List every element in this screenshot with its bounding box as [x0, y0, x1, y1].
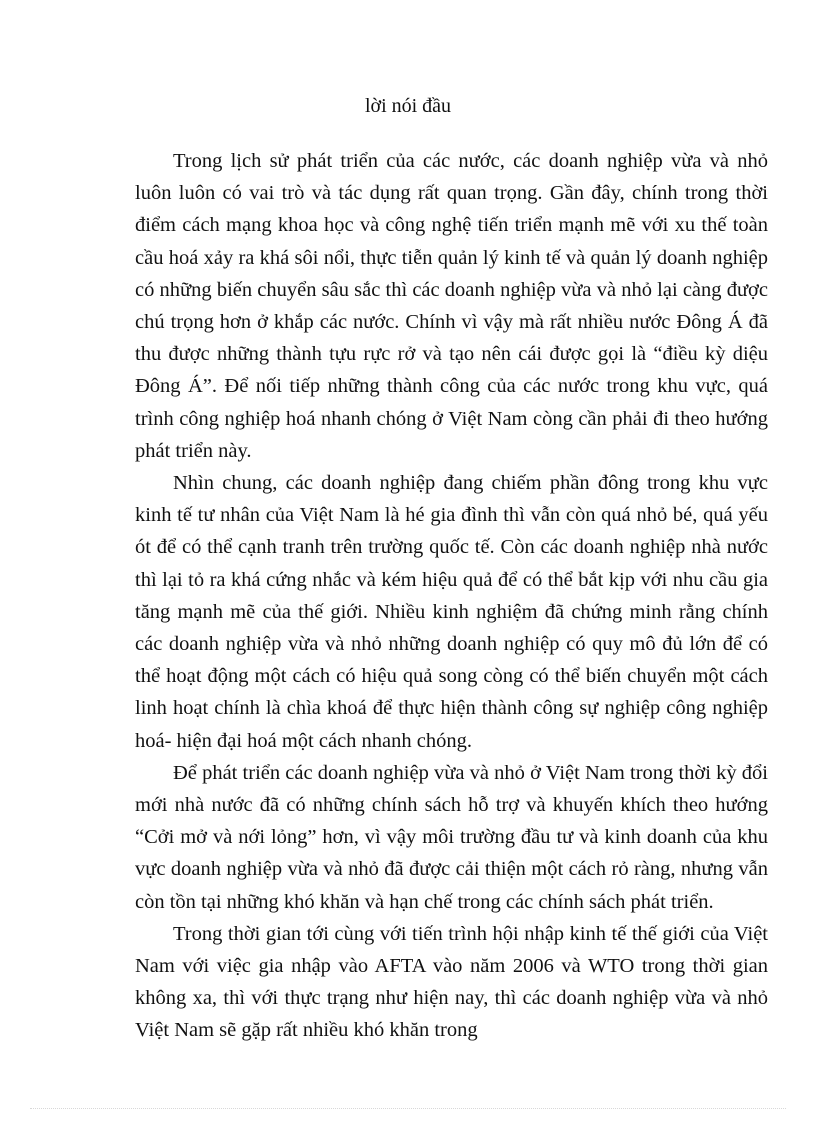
- document-body: [135, 145, 768, 1047]
- paragraph-1: Trong lịch sử phát triển của các nước, các doanh nghiệp vừa và nhỏ luôn luôn có vai trò và tác dụng rất quan trọng. Gần đây, chính trong thời điểm cách mạng khoa học và công nghệ tiến triển mạnh mẽ với xu thế toàn cầu hoá xảy ra khá sôi nổi, thực tiễn quản lý kinh tế và quản lý doanh nghiệp có những biến chuyển sâu sắc thì các doanh nghiệp vừa và nhỏ lại càng được chú trọng hơn ở khắp các nước. Chính vì vậy mà rất nhiều nước Đông Á đã thu được những thành tựu rực rở và tạo nên cái được gọi là “điều kỳ diệu Đông Á”. Để nối tiếp những thành công của các nước trong khu vực, quá trình công nghiệp hoá nhanh chóng ở Việt Nam còng cần phải đi theo hướng phát triển này.: [135, 150, 768, 462]
- paragraph-4: Trong thời gian tới cùng với tiến trình hội nhập kinh tế thế giới của Việt Nam với việc gia nhập vào AFTA vào năm 2006 và WTO trong thời gian không xa, thì với thực trạng như hiện nay, thì các doanh nghiệp vừa và nhỏ Việt Nam sẽ gặp rất nhiều khó khăn trong: [135, 922, 768, 1042]
- page-title: lời nói đầu: [364, 95, 452, 117]
- paragraph-3: Để phát triển các doanh nghiệp vừa và nhỏ ở Việt Nam trong thời kỳ đổi mới nhà nước đã có những chính sách hỗ trợ và khuyến khích theo hướng “Cởi mở và nới lỏng” hơn, vì vậy môi trường đầu tư và kinh doanh của khu vực doanh nghiệp vừa và nhỏ đã được cải thiện một cách rỏ ràng, nhưng vẫn còn tồn tại những khó khăn và hạn chế trong các chính sách phát triển.: [135, 761, 768, 913]
- paragraph-2: Nhìn chung, các doanh nghiệp đang chiếm phần đông trong khu vực kinh tế tư nhân của Việt Nam là hé gia đình thì vẫn còn quá nhỏ bé, quá yếu ót để có thể cạnh tranh trên trường quốc tế. Còn các doanh nghiệp nhà nước thì lại tỏ ra khá cứng nhắc và kém hiệu quả để có thể bắt kịp với nhu cầu gia tăng mạnh mẽ của thế giới. Nhiều kinh nghiệm đã chứng minh rằng chính các doanh nghiệp vừa và nhỏ những doanh nghiệp có quy mô đủ lớn để có thể hoạt động một cách có hiệu quả song còng có thể biến chuyển một cách linh hoạt chính là chìa khoá để thực hiện thành công sự nghiệp công nghiệp hoá- hiện đại hoá một cách nhanh chóng.: [135, 472, 768, 752]
- page-bottom-divider: [30, 1108, 786, 1109]
